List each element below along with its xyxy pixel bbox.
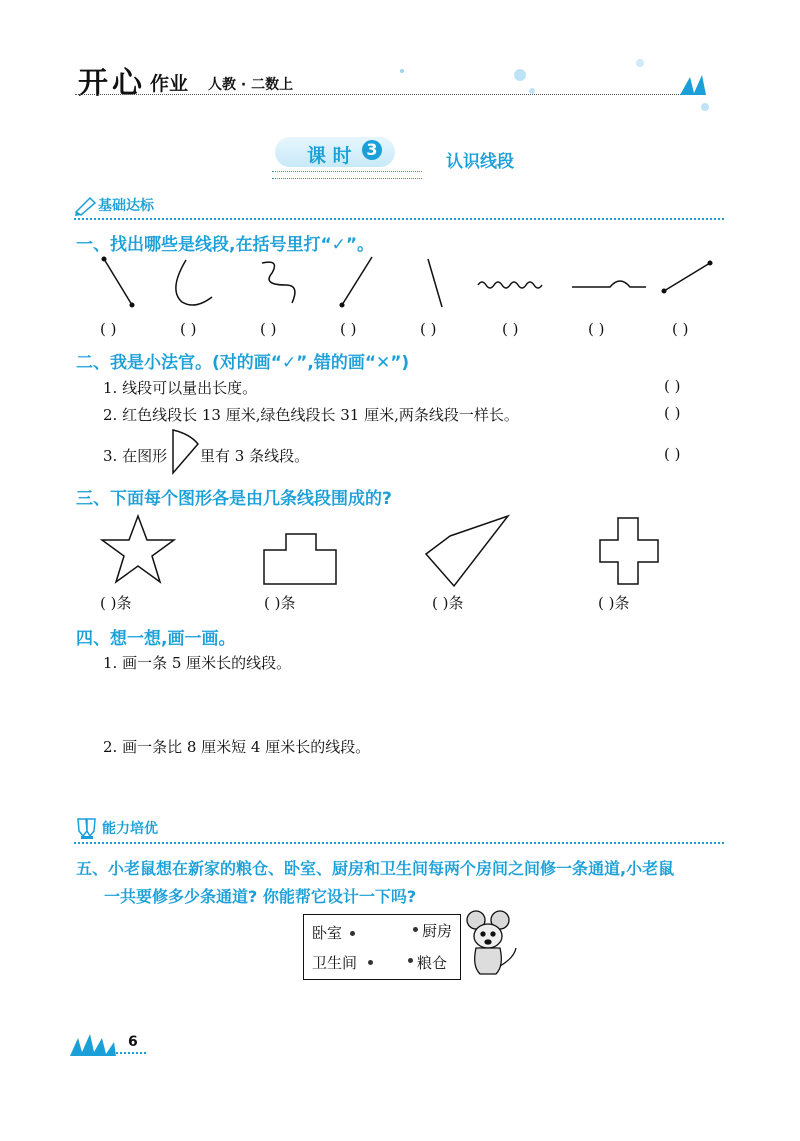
fig-star <box>102 516 174 582</box>
q4-title: 四、想一想,画一画。 <box>76 629 236 649</box>
room-granary: 粮仓 <box>417 954 448 972</box>
ability-section-label: 能力培优 <box>102 821 158 837</box>
q1-title: 一、找出哪些是线段,在括号里打“✓”。 <box>76 235 375 255</box>
brand-homework: 作业 <box>150 73 189 95</box>
basic-section-rule <box>74 218 724 220</box>
lesson-title: 认识线段 <box>446 152 514 172</box>
fig-straight-diag-segment <box>104 259 132 305</box>
fig-wavy-curve <box>262 262 295 303</box>
lesson-label: 课 时 <box>307 145 352 167</box>
room-bedroom: 卧室 <box>312 924 343 942</box>
lesson-number-badge: 3 <box>362 140 382 160</box>
footer-grass-decor <box>70 1032 130 1058</box>
q1-paren-3[interactable]: ( ) <box>260 320 277 338</box>
q2-item-3a: 3. 在图形 <box>103 447 168 465</box>
q1-paren-6[interactable]: ( ) <box>502 320 519 338</box>
q5-line-2: 一共要修多少条通道? 你能帮它设计一下吗? <box>104 887 417 906</box>
q2-item-3b: 里有 3 条线段。 <box>200 447 310 465</box>
q1-paren-5[interactable]: ( ) <box>420 320 437 338</box>
q2-paren-3[interactable]: ( ) <box>664 445 681 463</box>
q5-line-1: 五、小老鼠想在新家的粮仓、卧室、厨房和卫生间每两个房间之间修一条通道,小老鼠 <box>76 859 675 878</box>
q3-answer-1[interactable]: ( )条 <box>100 594 132 612</box>
mouse-icon <box>456 908 520 980</box>
room-bathroom: 卫生间 <box>312 954 358 972</box>
ability-section-rule <box>74 842 724 844</box>
q1-paren-1[interactable]: ( ) <box>100 320 117 338</box>
q2-paren-2[interactable]: ( ) <box>664 404 681 422</box>
q3-answer-4[interactable]: ( )条 <box>598 594 630 612</box>
room-bathroom-dot[interactable] <box>368 960 373 965</box>
q1-paren-8[interactable]: ( ) <box>672 320 689 338</box>
q2-paren-1[interactable]: ( ) <box>664 377 681 395</box>
q3-title: 三、下面每个图形各是由几条线段围成的? <box>76 489 392 509</box>
fig-curve <box>176 260 212 305</box>
q4-item-1: 1. 画一条 5 厘米长的线段。 <box>103 654 292 672</box>
q2-item-2: 2. 红色线段长 13 厘米,绿色线段长 31 厘米,两条线段一样长。 <box>103 406 519 424</box>
fig-line-ray <box>342 257 372 305</box>
q2-item-1: 1. 线段可以量出长度。 <box>103 379 258 397</box>
q1-figures <box>90 255 730 315</box>
fig-zigzag <box>478 282 542 288</box>
header-bubbles-decor <box>380 55 720 115</box>
fig-quadrilateral <box>426 516 508 586</box>
lesson-underline <box>272 171 422 172</box>
pencil-icon <box>74 194 98 216</box>
lesson-underline-2 <box>272 178 422 179</box>
fig-segment-2 <box>428 259 442 307</box>
brand-char-xin: 心 <box>112 66 144 101</box>
page-number: 6 <box>128 1034 138 1050</box>
fig-cross <box>600 518 658 584</box>
q3-figures <box>90 510 730 590</box>
trophy-icon <box>74 816 100 840</box>
basic-section-label: 基础达标 <box>98 198 154 214</box>
fig-segment-3 <box>664 263 710 291</box>
edition-label: 人教 · 二数上 <box>208 77 294 93</box>
q1-paren-7[interactable]: ( ) <box>588 320 605 338</box>
q2-title: 二、我是小法官。(对的画“✓”,错的画“✕”) <box>76 353 410 373</box>
room-kitchen-dot[interactable] <box>413 927 418 932</box>
q3-answer-2[interactable]: ( )条 <box>264 594 296 612</box>
room-kitchen: 厨房 <box>422 922 453 940</box>
q1-paren-2[interactable]: ( ) <box>180 320 197 338</box>
room-granary-dot[interactable] <box>408 958 413 963</box>
q4-item-2: 2. 画一条比 8 厘米短 4 厘米长的线段。 <box>103 738 371 756</box>
q1-paren-4[interactable]: ( ) <box>340 320 357 338</box>
footer-dots <box>116 1052 146 1054</box>
q2-sector-figure <box>170 428 202 476</box>
fig-step-shape <box>264 534 336 584</box>
q3-answer-3[interactable]: ( )条 <box>432 594 464 612</box>
room-bedroom-dot[interactable] <box>350 931 355 936</box>
fig-bump-line <box>572 281 646 287</box>
brand-char-kai: 开 <box>78 66 110 101</box>
